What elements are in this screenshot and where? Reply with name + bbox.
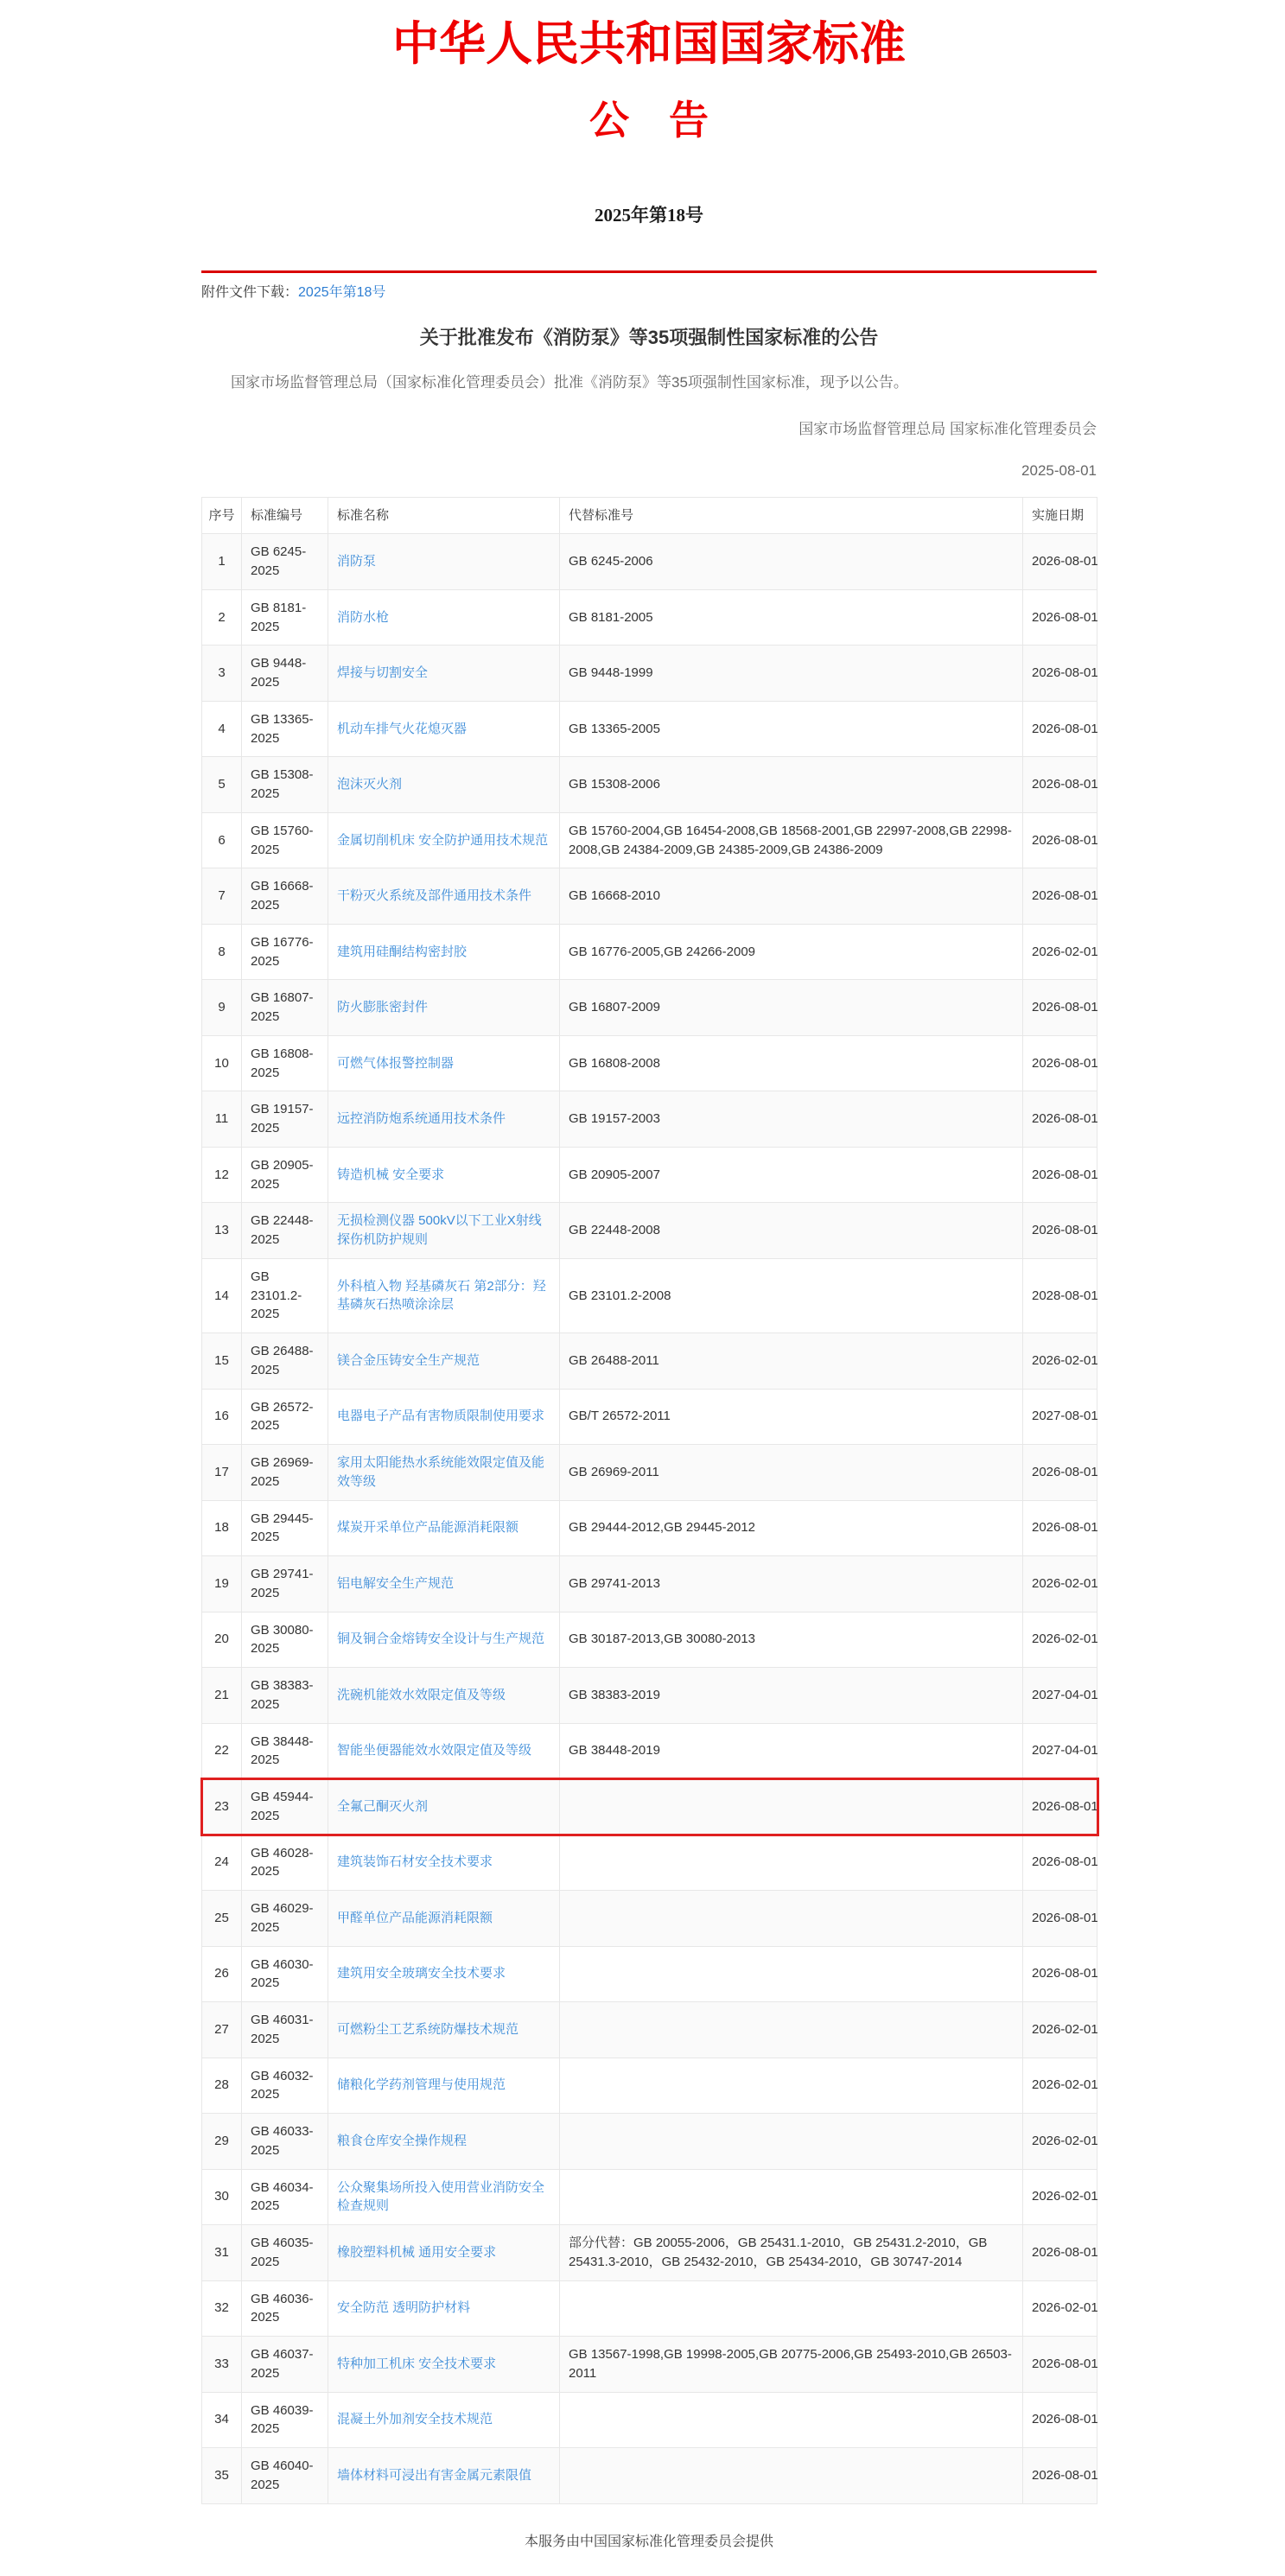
cell-standard-code: GB 26572-2025 (242, 1389, 328, 1445)
table-row (202, 2280, 1097, 2337)
cell-replaced-standards: GB 13567-1998,GB 19998-2005,GB 20775-2006,GB 25493-2010,GB 26503-2011 (560, 2337, 1023, 2393)
table-row (202, 1556, 1097, 1612)
cell-implementation-date: 2026-08-01 (1023, 1147, 1097, 1203)
table-row (202, 757, 1097, 813)
cell-implementation-date: 2026-08-01 (1023, 1203, 1097, 1259)
cell-serial-number: 14 (202, 1258, 242, 1333)
cell-replaced-standards: GB 16807-2009 (560, 980, 1023, 1036)
table-body (202, 534, 1097, 2503)
cell-replaced-standards: 部分代替：GB 20055-2006，GB 25431.1-2010，GB 25431.2-2010，GB 25431.3-2010，GB 25432-2010，GB 25434-2010，GB 30747-2014 (560, 2225, 1023, 2281)
table-row (202, 1946, 1097, 2002)
cell-serial-number: 5 (202, 757, 242, 813)
standard-name-link[interactable]: 消防泵 (337, 554, 377, 569)
standard-name-link[interactable]: 机动车排气火花熄灭器 (337, 721, 468, 736)
cell-standard-code: GB 29445-2025 (242, 1500, 328, 1556)
table-row (202, 2058, 1097, 2114)
cell-standard-name (328, 1668, 560, 1724)
standard-name-link[interactable]: 橡胶塑料机械 通用安全要求 (337, 2244, 497, 2260)
table-row (202, 1612, 1097, 1668)
cell-standard-code: GB 20905-2025 (242, 1147, 328, 1203)
cell-serial-number: 13 (202, 1203, 242, 1259)
cell-standard-name (328, 2392, 560, 2448)
cell-replaced-standards: GB 16808-2008 (560, 1035, 1023, 1091)
cell-serial-number: 32 (202, 2280, 242, 2337)
cell-implementation-date: 2027-04-01 (1023, 1723, 1097, 1779)
cell-standard-code: GB 19157-2025 (242, 1091, 328, 1148)
table-row (202, 2225, 1097, 2281)
cell-standard-name (328, 2002, 560, 2058)
standard-name-link[interactable]: 公众聚集场所投入使用营业消防安全检查规则 (337, 2179, 545, 2214)
cell-replaced-standards: GB 16668-2010 (560, 868, 1023, 925)
cell-serial-number: 4 (202, 701, 242, 757)
table-row (202, 1333, 1097, 1390)
cell-serial-number: 9 (202, 980, 242, 1036)
cell-implementation-date: 2026-08-01 (1023, 1891, 1097, 1947)
cell-implementation-date: 2026-02-01 (1023, 2114, 1097, 2170)
table-row (202, 868, 1097, 925)
cell-serial-number: 25 (202, 1891, 242, 1947)
cell-standard-code: GB 8181-2025 (242, 589, 328, 646)
cell-standard-code: GB 16776-2025 (242, 924, 328, 980)
cell-serial-number: 17 (202, 1445, 242, 1501)
cell-standard-name (328, 2280, 560, 2337)
standard-name-link[interactable]: 泡沫灭火剂 (337, 777, 403, 792)
cell-implementation-date: 2026-08-01 (1023, 1445, 1097, 1501)
cell-serial-number: 22 (202, 1723, 242, 1779)
cell-serial-number: 16 (202, 1389, 242, 1445)
table-row (202, 1445, 1097, 1501)
standard-name-link[interactable]: 粮食仓库安全操作规程 (337, 2133, 468, 2148)
table-row (202, 701, 1097, 757)
cell-standard-code: GB 46035-2025 (242, 2225, 328, 2281)
table-row (202, 1668, 1097, 1724)
standard-name-link[interactable]: 智能坐便器能效水效限定值及等级 (337, 1743, 532, 1759)
cell-standard-code: GB 46034-2025 (242, 2169, 328, 2225)
standard-name-link[interactable]: 可燃粉尘工艺系统防爆技术规范 (337, 2021, 519, 2037)
cell-standard-code: GB 46029-2025 (242, 1891, 328, 1947)
cell-standard-name (328, 1091, 560, 1148)
cell-serial-number: 34 (202, 2392, 242, 2448)
cell-replaced-standards: GB 16776-2005,GB 24266-2009 (560, 924, 1023, 980)
cell-implementation-date: 2026-08-01 (1023, 534, 1097, 590)
cell-standard-name (328, 1835, 560, 1891)
standard-name-link[interactable]: 金属切削机床 安全防护通用技术规范 (337, 832, 549, 848)
standard-name-link[interactable]: 特种加工机床 安全技术要求 (337, 2356, 497, 2371)
cell-replaced-standards: GB 30187-2013,GB 30080-2013 (560, 1612, 1023, 1668)
table-row (202, 1147, 1097, 1203)
cell-standard-code: GB 46036-2025 (242, 2280, 328, 2337)
cell-standard-name (328, 1147, 560, 1203)
cell-implementation-date: 2026-08-01 (1023, 646, 1097, 702)
cell-standard-name (328, 1891, 560, 1947)
table-row (202, 534, 1097, 590)
cell-standard-name (328, 1389, 560, 1445)
announcement-subtitle: 公 告 (589, 98, 709, 143)
table-row (202, 1258, 1097, 1333)
table-row (202, 980, 1097, 1036)
cell-replaced-standards (560, 2280, 1023, 2337)
table-row (202, 2337, 1097, 2393)
standard-name-link[interactable]: 家用太阳能热水系统能效限定值及能效等级 (337, 1455, 545, 1489)
cell-standard-code: GB 46031-2025 (242, 2002, 328, 2058)
standard-name-link[interactable]: 外科植入物 羟基磷灰石 第2部分：羟基磷灰石热喷涂涂层 (337, 1278, 546, 1313)
table-row (202, 589, 1097, 646)
cell-standard-name (328, 868, 560, 925)
footer-text: 本服务由中国国家标准化管理委员会提供 (524, 2534, 773, 2549)
cell-standard-code: GB 9448-2025 (242, 646, 328, 702)
standards-table (201, 497, 1097, 2504)
announcement-number: 2025年第18号 (595, 204, 703, 226)
standard-name-link[interactable]: 安全防范 透明防护材料 (337, 2300, 471, 2316)
cell-standard-code: GB 46030-2025 (242, 1946, 328, 2002)
cell-implementation-date: 2026-02-01 (1023, 1612, 1097, 1668)
cell-replaced-standards: GB 38448-2019 (560, 1723, 1023, 1779)
cell-implementation-date: 2026-08-01 (1023, 1091, 1097, 1148)
cell-standard-name (328, 1556, 560, 1612)
cell-replaced-standards: GB 9448-1999 (560, 646, 1023, 702)
standard-name-link[interactable]: 可燃气体报警控制器 (337, 1055, 455, 1071)
cell-standard-code: GB 15308-2025 (242, 757, 328, 813)
red-divider (201, 270, 1097, 273)
cell-implementation-date: 2026-08-01 (1023, 589, 1097, 646)
cell-replaced-standards: GB 15760-2004,GB 16454-2008,GB 18568-2001,GB 22997-2008,GB 22998-2008,GB 24384-2009,GB 24385-2009,GB 24386-2009 (560, 812, 1023, 868)
table-row (202, 1203, 1097, 1259)
cell-implementation-date: 2026-08-01 (1023, 1946, 1097, 2002)
cell-standard-code: GB 16807-2025 (242, 980, 328, 1036)
standard-name-link[interactable]: 建筑用安全玻璃安全技术要求 (337, 1966, 506, 1981)
cell-standard-code: GB 6245-2025 (242, 534, 328, 590)
cell-serial-number: 33 (202, 2337, 242, 2393)
cell-standard-name (328, 2169, 560, 2225)
cell-standard-code: GB 46039-2025 (242, 2392, 328, 2448)
table-row (202, 2448, 1097, 2504)
standard-name-link[interactable]: 远控消防炮系统通用技术条件 (337, 1111, 506, 1127)
cell-standard-code: GB 46028-2025 (242, 1835, 328, 1891)
cell-replaced-standards (560, 2058, 1023, 2114)
standard-name-link[interactable]: 洗碗机能效水效限定值及等级 (337, 1687, 506, 1702)
column-header: 序号 (202, 497, 242, 534)
cell-replaced-standards: GB 8181-2005 (560, 589, 1023, 646)
cell-standard-code: GB 16668-2025 (242, 868, 328, 925)
cell-implementation-date: 2026-08-01 (1023, 701, 1097, 757)
cell-replaced-standards (560, 2114, 1023, 2170)
cell-implementation-date: 2026-02-01 (1023, 2280, 1097, 2337)
standard-name-link[interactable]: 墙体材料可浸出有害金属元素限值 (337, 2467, 532, 2483)
cell-replaced-standards (560, 2002, 1023, 2058)
table-row (202, 924, 1097, 980)
cell-implementation-date: 2026-08-01 (1023, 812, 1097, 868)
standard-name-link[interactable]: 防火膨胀密封件 (337, 1000, 429, 1015)
cell-standard-name (328, 2058, 560, 2114)
standard-name-link[interactable]: 焊接与切割安全 (337, 665, 429, 681)
cell-serial-number: 6 (202, 812, 242, 868)
cell-standard-code: GB 46040-2025 (242, 2448, 328, 2504)
cell-replaced-standards: GB 20905-2007 (560, 1147, 1023, 1203)
cell-standard-name (328, 757, 560, 813)
cell-standard-name (328, 1333, 560, 1390)
cell-replaced-standards (560, 2392, 1023, 2448)
cell-implementation-date: 2028-08-01 (1023, 1258, 1097, 1333)
cell-implementation-date: 2026-08-01 (1023, 1035, 1097, 1091)
cell-serial-number: 24 (202, 1835, 242, 1891)
cell-standard-code: GB 26488-2025 (242, 1333, 328, 1390)
cell-standard-name (328, 1500, 560, 1556)
column-header: 标准名称 (328, 497, 560, 534)
cell-replaced-standards: GB 29741-2013 (560, 1556, 1023, 1612)
cell-serial-number: 1 (202, 534, 242, 590)
cell-standard-name (328, 1779, 560, 1835)
cell-implementation-date: 2027-08-01 (1023, 1389, 1097, 1445)
page-content (201, 16, 1097, 2550)
cell-replaced-standards: GB 19157-2003 (560, 1091, 1023, 1148)
cell-serial-number: 26 (202, 1946, 242, 2002)
cell-replaced-standards (560, 1946, 1023, 2002)
cell-standard-name (328, 2225, 560, 2281)
attachment-line (201, 281, 1097, 301)
cell-implementation-date: 2026-08-01 (1023, 757, 1097, 813)
cell-replaced-standards (560, 1779, 1023, 1835)
cell-serial-number: 8 (202, 924, 242, 980)
standard-name-link[interactable]: 无损检测仪器 500kV以下工业X射线探伤机防护规则 (337, 1213, 542, 1248)
cell-standard-code: GB 38383-2025 (242, 1668, 328, 1724)
cell-standard-code: GB 30080-2025 (242, 1612, 328, 1668)
cell-standard-name (328, 2337, 560, 2393)
page-title: 中华人民共和国国家标准 (392, 18, 906, 70)
standard-name-link[interactable]: 储粮化学药剂管理与使用规范 (337, 2077, 506, 2093)
cell-standard-name (328, 589, 560, 646)
table-row (202, 1389, 1097, 1445)
cell-standard-code: GB 38448-2025 (242, 1723, 328, 1779)
table-row (202, 1891, 1097, 1947)
cell-standard-name (328, 980, 560, 1036)
table-row (202, 646, 1097, 702)
cell-serial-number: 3 (202, 646, 242, 702)
cell-serial-number: 15 (202, 1333, 242, 1390)
cell-standard-name (328, 1612, 560, 1668)
standard-name-link[interactable]: 混凝土外加剂安全技术规范 (337, 2412, 493, 2427)
cell-standard-code: GB 15760-2025 (242, 812, 328, 868)
body-paragraph: 国家市场监督管理总局（国家标准化管理委员会）批准《消防泵》等35项强制性国家标准，现予以公告。 (231, 373, 908, 391)
cell-replaced-standards (560, 1891, 1023, 1947)
cell-serial-number: 35 (202, 2448, 242, 2504)
table-row (202, 2392, 1097, 2448)
table-row (202, 1035, 1097, 1091)
cell-standard-name (328, 1035, 560, 1091)
cell-implementation-date: 2026-08-01 (1023, 2392, 1097, 2448)
standard-name-link[interactable]: 铝电解安全生产规范 (337, 1575, 455, 1591)
table-row (202, 812, 1097, 868)
table-row (202, 1500, 1097, 1556)
cell-replaced-standards: GB 23101.2-2008 (560, 1258, 1023, 1333)
cell-standard-name (328, 812, 560, 868)
cell-serial-number: 20 (202, 1612, 242, 1668)
cell-standard-code: GB 13365-2025 (242, 701, 328, 757)
cell-standard-name (328, 1445, 560, 1501)
table-row-highlighted (202, 1779, 1097, 1835)
cell-implementation-date: 2026-08-01 (1023, 2448, 1097, 2504)
cell-serial-number: 12 (202, 1147, 242, 1203)
cell-implementation-date: 2026-08-01 (1023, 868, 1097, 925)
attachment-label: 附件文件下载： (201, 284, 299, 300)
cell-implementation-date: 2026-02-01 (1023, 1333, 1097, 1390)
cell-replaced-standards: GB 26488-2011 (560, 1333, 1023, 1390)
cell-standard-code: GB 23101.2-2025 (242, 1258, 328, 1333)
cell-replaced-standards: GB 6245-2006 (560, 534, 1023, 590)
announcement-page (0, 16, 1285, 2550)
standard-name-link[interactable]: 煤炭开采单位产品能源消耗限额 (337, 1520, 519, 1536)
standard-name-link[interactable]: 消防水枪 (337, 609, 390, 625)
cell-standard-code: GB 45944-2025 (242, 1779, 328, 1835)
table-row (202, 2114, 1097, 2170)
cell-serial-number: 28 (202, 2058, 242, 2114)
standard-name-link[interactable]: 镁合金压铸安全生产规范 (337, 1352, 480, 1368)
cell-replaced-standards: GB 22448-2008 (560, 1203, 1023, 1259)
attachment-download-link[interactable]: 2025年第18号 (298, 284, 386, 300)
cell-standard-code: GB 46033-2025 (242, 2114, 328, 2170)
cell-serial-number: 29 (202, 2114, 242, 2170)
cell-replaced-standards: GB/T 26572-2011 (560, 1389, 1023, 1445)
cell-serial-number: 7 (202, 868, 242, 925)
cell-serial-number: 2 (202, 589, 242, 646)
standard-name-link[interactable]: 铸造机械 安全要求 (337, 1167, 445, 1182)
cell-replaced-standards (560, 2169, 1023, 2225)
cell-implementation-date: 2027-04-01 (1023, 1668, 1097, 1724)
cell-replaced-standards (560, 1835, 1023, 1891)
column-header: 标准编号 (242, 497, 328, 534)
cell-implementation-date: 2026-08-01 (1023, 1500, 1097, 1556)
cell-serial-number: 27 (202, 2002, 242, 2058)
column-header: 代替标准号 (560, 497, 1023, 534)
cell-standard-name (328, 924, 560, 980)
cell-serial-number: 19 (202, 1556, 242, 1612)
cell-implementation-date: 2026-08-01 (1023, 2337, 1097, 2393)
cell-standard-name (328, 2448, 560, 2504)
cell-standard-code: GB 26969-2025 (242, 1445, 328, 1501)
cell-standard-code: GB 16808-2025 (242, 1035, 328, 1091)
cell-serial-number: 10 (202, 1035, 242, 1091)
cell-replaced-standards (560, 2448, 1023, 2504)
cell-replaced-standards: GB 13365-2005 (560, 701, 1023, 757)
cell-replaced-standards: GB 29444-2012,GB 29445-2012 (560, 1500, 1023, 1556)
cell-replaced-standards: GB 15308-2006 (560, 757, 1023, 813)
issue-date: 2025-08-01 (1021, 461, 1097, 479)
cell-serial-number: 11 (202, 1091, 242, 1148)
table-row (202, 1091, 1097, 1148)
cell-replaced-standards: GB 38383-2019 (560, 1668, 1023, 1724)
standard-name-link[interactable]: 干粉灭火系统及部件通用技术条件 (337, 888, 532, 904)
standard-name-link[interactable]: 电器电子产品有害物质限制使用要求 (337, 1409, 545, 1424)
cell-standard-name (328, 646, 560, 702)
cell-standard-code: GB 29741-2025 (242, 1556, 328, 1612)
cell-implementation-date: 2026-08-01 (1023, 2225, 1097, 2281)
cell-implementation-date: 2026-02-01 (1023, 924, 1097, 980)
cell-standard-code: GB 46037-2025 (242, 2337, 328, 2393)
cell-replaced-standards: GB 26969-2011 (560, 1445, 1023, 1501)
cell-serial-number: 23 (202, 1779, 242, 1835)
cell-implementation-date: 2026-02-01 (1023, 2169, 1097, 2225)
cell-implementation-date: 2026-08-01 (1023, 1779, 1097, 1835)
cell-implementation-date: 2026-02-01 (1023, 1556, 1097, 1612)
document-title: 关于批准发布《消防泵》等35项强制性国家标准的公告 (419, 326, 879, 348)
cell-serial-number: 30 (202, 2169, 242, 2225)
cell-standard-name (328, 701, 560, 757)
cell-implementation-date: 2026-08-01 (1023, 1835, 1097, 1891)
cell-serial-number: 31 (202, 2225, 242, 2281)
table-row (202, 2002, 1097, 2058)
standard-name-link[interactable]: 铜及铜合金熔铸安全设计与生产规范 (337, 1631, 545, 1647)
table-row (202, 2169, 1097, 2225)
cell-serial-number: 18 (202, 1500, 242, 1556)
table-row (202, 1723, 1097, 1779)
issuer-line: 国家市场监督管理总局 国家标准化管理委员会 (798, 420, 1097, 437)
cell-standard-name (328, 1946, 560, 2002)
cell-standard-name (328, 534, 560, 590)
cell-standard-name (328, 2114, 560, 2170)
table-header-row (202, 497, 1097, 534)
column-header: 实施日期 (1023, 497, 1097, 534)
standard-name-link[interactable]: 建筑装饰石材安全技术要求 (337, 1854, 493, 1870)
standard-name-link[interactable]: 建筑用硅酮结构密封胶 (337, 944, 468, 959)
table-row (202, 1835, 1097, 1891)
standard-name-link[interactable]: 全氟己酮灭火剂 (337, 1798, 429, 1814)
cell-standard-code: GB 22448-2025 (242, 1203, 328, 1259)
cell-standard-name (328, 1723, 560, 1779)
cell-implementation-date: 2026-08-01 (1023, 980, 1097, 1036)
cell-standard-name (328, 1258, 560, 1333)
cell-standard-name (328, 1203, 560, 1259)
cell-standard-code: GB 46032-2025 (242, 2058, 328, 2114)
cell-serial-number: 21 (202, 1668, 242, 1724)
cell-implementation-date: 2026-02-01 (1023, 2002, 1097, 2058)
standard-name-link[interactable]: 甲醛单位产品能源消耗限额 (337, 1910, 493, 1925)
cell-implementation-date: 2026-02-01 (1023, 2058, 1097, 2114)
